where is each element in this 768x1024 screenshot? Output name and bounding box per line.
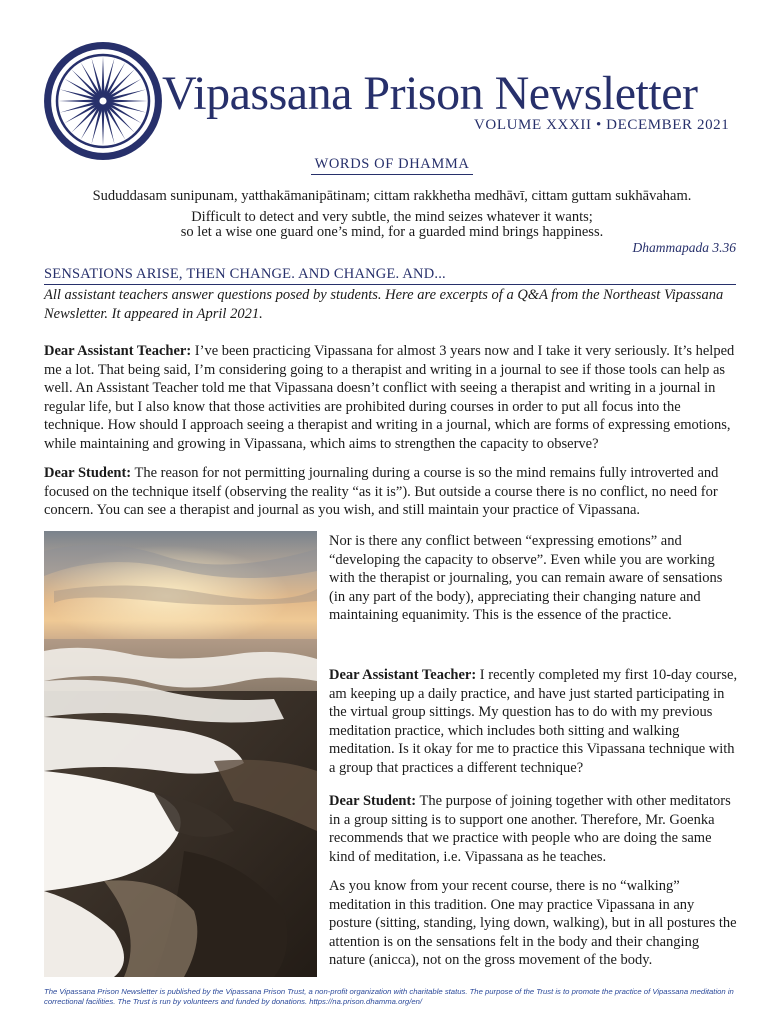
answer-paragraph (329, 792, 738, 866)
footer-note: The Vipassana Prison Newsletter is published by the Vipassana Prison Trust, a non-profit organization with charitable status. The purpose of the Trust is to promote the practice of Vipassana meditation in correctional facilities. The Trust is run by volunteers and funded by donations. https://na.prison.dhamma.org/en/ (44, 987, 734, 1006)
translation-line: Difficult to detect and very subtle, the mind seizes whatever it wants; (191, 209, 593, 225)
answer-label: Dear Student: (44, 465, 132, 481)
answer-paragraph: As you know from your recent course, there is no “walking” meditation in this tradition. One may practice Vipassana in any posture (sitting, standing, lying down, walking), but in all postures the attention is on the sensations felt in the body and their changing nature (anicca), not on the gross movement of the body. (329, 878, 737, 969)
article-intro: All assistant teachers answer questions posed by students. Here are excerpts of a Q&A from the Northeast Vipassana Newsletter. It appeared in April 2021. (44, 287, 724, 322)
answer-paragraph: Nor is there any conflict between “expressing emotions” and “developing the capacity to observe”. Even while you are working with the therapist or journaling, you can remain aware of sensations (in any part of the body), appreciating their changing nature and maintaining equanimity. This is the essence of the practice. (329, 533, 723, 624)
words-of-dhamma-heading (0, 156, 768, 173)
question-label: Dear Assistant Teacher: (44, 343, 192, 359)
answer-text: The reason for not permitting journaling during a course is so the mind remains fully introverted and focused on the technique itself (observing the reality “as it is”). But outside a course there is no conflict, no need for concern. You can see a therapist and journal as you wish, and still maintain your practice of Vipassana. (44, 465, 719, 519)
dhamma-wheel-icon (42, 40, 164, 162)
volume-date: VOLUME XXXII • DECEMBER 2021 (474, 117, 730, 133)
question-text: I recently completed my first 10-day course, am keeping up a daily practice, and have just started participating in the virtual group sittings. My question has to do with my previous meditation practice, which includes both sitting and walking meditation. Is it okay for me to practice this Vipassana technique with a group that practices a different technique? (329, 667, 738, 776)
words-of-dhamma-heading-text: WORDS OF DHAMMA (311, 156, 474, 175)
newsletter-title: Vipassana Prison Newsletter (162, 67, 698, 120)
question-text: I’ve been practicing Vipassana for almost 3 years now and I take it very seriously. It’s helped me a lot. That being said, I’m considering going to a therapist and writing in a journal to see if those tools can help as well. An Assistant Teacher told me that Vipassana doesn’t conflict with seeing a therapist and writing in a journal in regular life, but I also know that those activities are prohibited during courses in order to put all focus into the technique. How should I approach seeing a therapist and writing in a journal, which are forms of expressing emotions, while maintaining and growing in Vipassana, which aims to strengthen the capacity to observe? (44, 343, 735, 452)
answer-text: The purpose of joining together with other meditators in a group sitting is to support one another. Therefore, Mr. Goenka recommends that we practice with people who are doing the same kind of meditation, i.e. Vipassana as he teaches. (329, 793, 731, 865)
question-label: Dear Assistant Teacher: (329, 667, 477, 683)
answer-label: Dear Student: (329, 793, 417, 809)
answer-paragraph (44, 464, 736, 520)
seashore-sunset-photo (44, 531, 317, 977)
article-heading: SENSATIONS ARISE, THEN CHANGE. AND CHANGE. AND... (44, 266, 736, 285)
verse-translation (0, 210, 768, 240)
pali-verse: Sududdasam sunipunam, yatthakāmanipātinam; cittam rakkhetha medhāvī, cittam guttam sukhāvaham. (92, 188, 692, 204)
question-paragraph (44, 342, 736, 454)
verse-attribution: Dhammapada 3.36 (632, 240, 736, 255)
question-paragraph (329, 666, 738, 778)
translation-line: so let a wise one guard one’s mind, for a guarded mind brings happiness. (180, 224, 604, 240)
